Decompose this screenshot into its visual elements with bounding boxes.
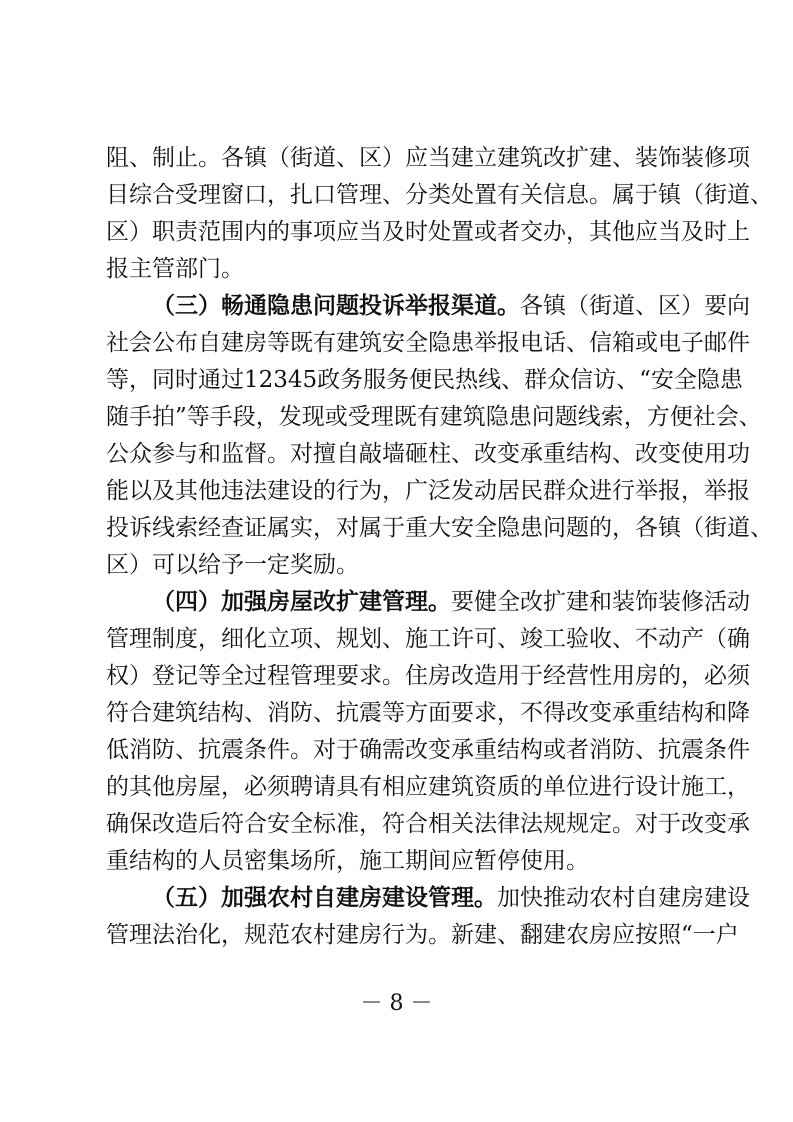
section-heading-line: （五）加强农村自建房建设管理。加快推动农村自建房建设 [152, 884, 750, 911]
text-line: 等，同时通过12345政务服务便民热线、群众信访、“安全隐患 [106, 367, 743, 393]
text-line: 低消防、抗震条件。对于确需改变承重结构或者消防、抗震条件 [106, 737, 750, 763]
text-line: 随手拍”等手段，发现或受理既有建筑隐患问题线索，方便社会、 [106, 404, 762, 430]
text-line: 能以及其他违法建设的行为，广泛发动居民群众进行举报，举报 [106, 478, 750, 504]
text-line: 权）登记等全过程管理要求。住房改造用于经营性用房的，必须 [106, 663, 750, 689]
text-line: 区）职责范围内的事项应当及时处置或者交办，其他应当及时上 [106, 219, 750, 245]
section-heading-5: （五）加强农村自建房建设管理。 [152, 884, 497, 911]
text-line: 投诉线索经查证属实，对属于重大安全隐患问题的，各镇（街道、 [106, 515, 773, 541]
text-line: 管理制度，细化立项、规划、施工许可、竣工验收、不动产（确 [106, 626, 750, 652]
text-line: 目综合受理窗口，扎口管理、分类处置有关信息。属于镇（街道、 [106, 182, 773, 208]
text-line: 社会公布自建房等既有建筑安全隐患举报电话、信箱或电子邮件 [106, 330, 750, 356]
text-line: 的其他房屋，必须聘请具有相应建筑资质的单位进行设计施工， [106, 774, 750, 800]
section-heading-3: （三）畅通隐患问题投诉举报渠道。 [152, 292, 520, 319]
page-number: － 8 － [360, 991, 433, 1016]
text-line: 阻、制止。各镇（街道、区）应当建立建筑改扩建、装饰装修项 [106, 145, 750, 171]
text-line: 确保改造后符合安全标准，符合相关法律法规规定。对于改变承 [106, 811, 750, 837]
section-heading-line: （三）畅通隐患问题投诉举报渠道。各镇（街道、区）要向 [152, 292, 750, 319]
section-heading-line: （四）加强房屋改扩建管理。要健全改扩建和装饰装修活动 [152, 588, 750, 615]
text-line: 重结构的人员密集场所，施工期间应暂停使用。 [106, 848, 589, 874]
text-line: 公众参与和监督。对擅自敲墙砸柱、改变承重结构、改变使用功 [106, 441, 750, 467]
section-heading-4: （四）加强房屋改扩建管理。 [152, 588, 451, 615]
text-line: 管理法治化，规范农村建房行为。新建、翻建农房应按照“一户 [106, 922, 739, 948]
text-line: 报主管部门。 [106, 256, 244, 282]
text-line: 符合建筑结构、消防、抗震等方面要求，不得改变承重结构和降 [106, 700, 750, 726]
text-line: 区）可以给予一定奖励。 [106, 552, 359, 578]
